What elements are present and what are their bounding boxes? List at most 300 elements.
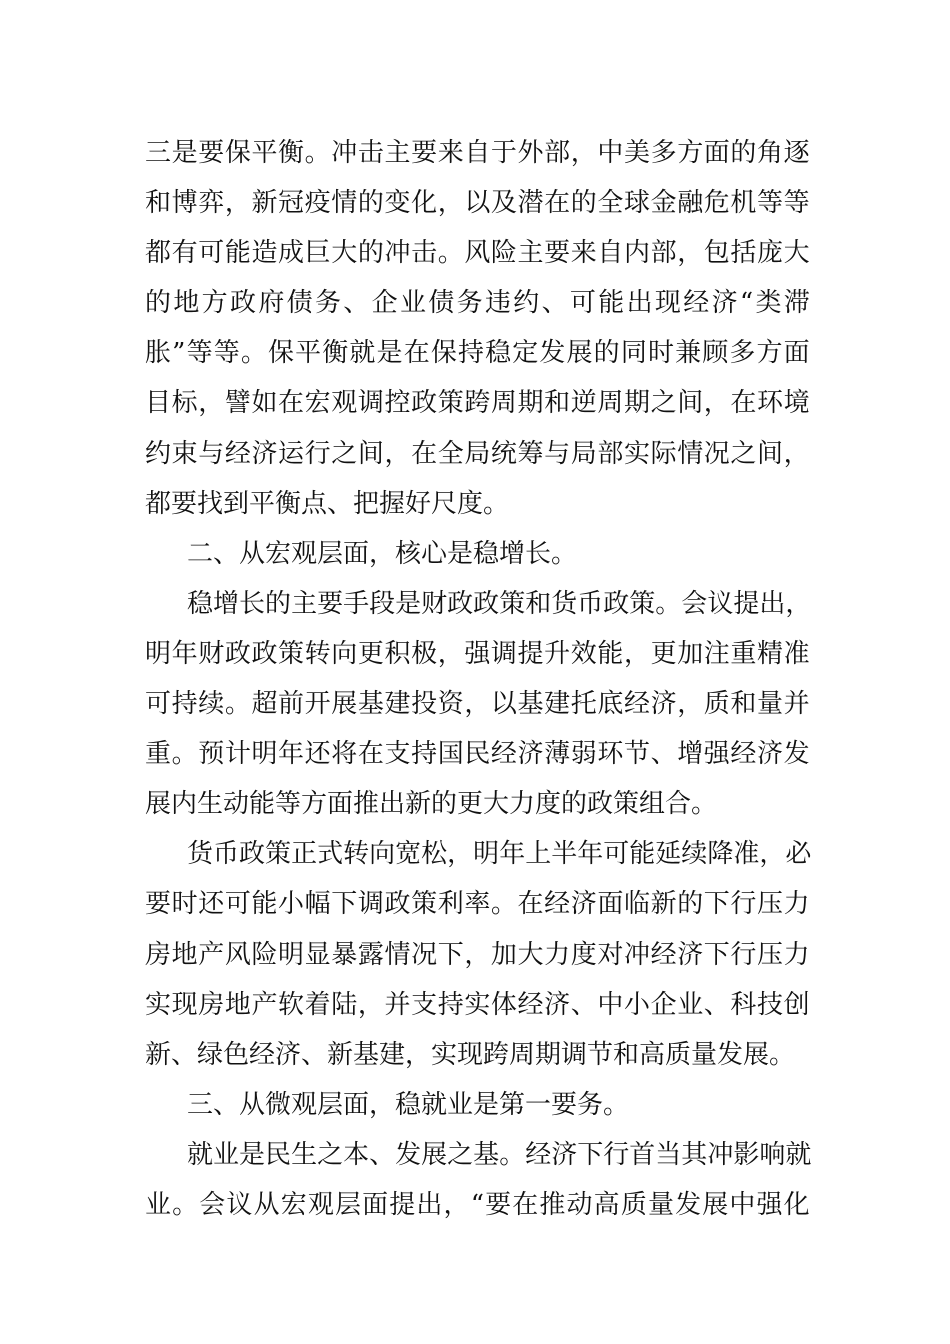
text-char: 发 [395, 1139, 422, 1170]
text-char: 增 [213, 588, 240, 619]
text-char: 政 [473, 588, 500, 619]
text-char: 和 [730, 689, 757, 720]
text-char: 括 [730, 238, 757, 269]
text-char: 开 [304, 689, 331, 720]
text-char: 际 [650, 438, 677, 469]
text-char: 约 [145, 438, 172, 469]
text-char: 重 [145, 739, 172, 770]
text-char: ， [384, 438, 411, 469]
text-char: 松 [421, 839, 448, 870]
text-char: 在 [512, 1189, 539, 1220]
text-char: 内 [623, 238, 650, 269]
text-char: 多 [650, 138, 677, 168]
text-char: 现 [171, 989, 198, 1020]
text-char: 情 [384, 939, 411, 970]
text-char: 调 [490, 638, 517, 669]
text-char: 平 [251, 138, 278, 168]
text-char: 展 [566, 338, 593, 369]
text-char: 环 [597, 739, 624, 770]
text-char: 的 [357, 188, 384, 219]
text-char: 展 [702, 1189, 729, 1220]
text-char: 局 [464, 438, 491, 469]
text-char: 业 [145, 1189, 172, 1220]
text-char: 预 [198, 739, 225, 770]
text-char: 明 [278, 939, 305, 970]
text-char: 出 [416, 1189, 443, 1220]
text-char: 三 [145, 138, 172, 168]
text-char: 境 [783, 388, 810, 419]
text-char: 压 [757, 889, 784, 920]
text-char: 之 [331, 438, 358, 469]
text-char: 从 [253, 1189, 280, 1220]
text-char: 冲 [623, 939, 650, 970]
text-char: 政 [603, 588, 630, 619]
text-char: 自 [597, 238, 624, 269]
text-char: 会 [681, 588, 708, 619]
text-char: 度 [570, 939, 597, 970]
text-char: 极 [411, 638, 438, 669]
text-char: 之 [447, 1139, 474, 1170]
text-char: 债 [286, 288, 313, 319]
text-char: 。 [172, 1189, 199, 1220]
text-char: 大 [783, 238, 810, 269]
text-char: 体 [490, 989, 517, 1020]
text-char: 计 [224, 739, 251, 770]
text-char: ， [437, 188, 464, 219]
text-char: ， [785, 588, 812, 619]
text-char: 基 [517, 689, 544, 720]
text-line [145, 980, 810, 1030]
text-char: 化 [411, 188, 438, 219]
text-char: 陆 [331, 989, 358, 1020]
text-char: 中 [597, 138, 624, 168]
text-char: 地 [224, 989, 251, 1020]
text-char: 方 [756, 338, 783, 369]
text-char: 经 [517, 989, 544, 1020]
text-char: 筹 [517, 438, 544, 469]
text-char: 还 [304, 739, 331, 770]
text-char: 是 [171, 138, 198, 168]
text-line [145, 579, 810, 629]
text-char: 民 [265, 1139, 292, 1170]
text-char: 力 [783, 889, 810, 920]
text-char: 首 [629, 1139, 656, 1170]
text-line [145, 829, 810, 879]
text-char: 量 [757, 689, 784, 720]
section-heading: 二、从宏观层面，核心是稳增长。 [187, 538, 578, 569]
text-char: 稳 [485, 338, 512, 369]
text-char: 实 [464, 989, 491, 1020]
text-char: 大 [517, 939, 544, 970]
text-char: 同 [620, 338, 647, 369]
text-char: 金 [650, 188, 677, 219]
text-char: 下 [577, 1139, 604, 1170]
text-char: 面 [597, 889, 624, 920]
text-char: 强 [703, 739, 730, 770]
text-char: 保 [430, 338, 457, 369]
text-line [145, 879, 810, 929]
text-char: 实 [145, 989, 172, 1020]
text-char: 经 [490, 739, 517, 770]
text-char: 险 [251, 939, 278, 970]
text-char: 周 [490, 388, 517, 419]
text-char: 成 [278, 238, 305, 269]
text-char: 约 [513, 288, 540, 319]
text-char: 险 [490, 238, 517, 269]
text-char: 间 [677, 388, 704, 419]
text-char: 效 [570, 638, 597, 669]
text-char: 财 [421, 588, 448, 619]
text-char: 质 [620, 1189, 647, 1220]
text-char: 能 [251, 889, 278, 920]
text-char: 、 [369, 1139, 396, 1170]
text-char: 债 [428, 288, 455, 319]
text-char: 观 [307, 1189, 334, 1220]
text-char: 托 [570, 689, 597, 720]
text-char: 支 [384, 739, 411, 770]
text-char: 宏 [280, 1189, 307, 1220]
text-char: 政 [411, 388, 438, 419]
text-char: 货 [551, 588, 578, 619]
text-char: 发 [783, 739, 810, 770]
text-line [145, 629, 810, 679]
text-char: 新 [650, 889, 677, 920]
text-char: 软 [278, 989, 305, 1020]
text-char: 策 [411, 889, 438, 920]
text-char: 续 [198, 689, 225, 720]
text-line [145, 328, 810, 378]
text-char: 策 [499, 588, 526, 619]
text-char: 要 [198, 138, 225, 168]
section-heading: 三、从微观层面，稳就业是第一要务。 [187, 1089, 630, 1120]
text-char: ， [677, 689, 704, 720]
text-char: 小 [278, 889, 305, 920]
text-char: 兼 [675, 338, 702, 369]
text-char: 建 [544, 689, 571, 720]
text-char: ， [570, 138, 597, 168]
text-char: 政 [239, 839, 266, 870]
text-char: 力 [544, 939, 571, 970]
text-char: 政 [447, 588, 474, 619]
text-char: 下 [331, 889, 358, 920]
text-char: 财 [198, 638, 225, 669]
text-char: 准 [733, 839, 760, 870]
text-char: 可 [145, 689, 172, 720]
text-char: 情 [677, 438, 704, 469]
text-char: 对 [597, 939, 624, 970]
text-char: ， [447, 839, 474, 870]
text-char: 当 [655, 1139, 682, 1170]
text-char: 弈 [198, 188, 225, 219]
text-char: 基 [473, 1139, 500, 1170]
text-char: 保 [224, 138, 251, 168]
text-char: 影 [733, 1139, 760, 1170]
text-char: 调 [357, 388, 384, 419]
text-char: 政 [224, 638, 251, 669]
text-char: 转 [343, 839, 370, 870]
text-char: 币 [577, 588, 604, 619]
text-line [145, 378, 810, 428]
text-char: 转 [304, 638, 331, 669]
text-char: 。 [304, 138, 331, 168]
text-char: 逆 [570, 388, 597, 419]
text-char: 济 [517, 739, 544, 770]
text-char: 业 [213, 1139, 240, 1170]
text-char: 、 [570, 989, 597, 1020]
text-char: 保 [267, 338, 294, 369]
text-char: 譬 [224, 388, 251, 419]
text-char: 间 [757, 438, 784, 469]
text-char: 府 [258, 288, 285, 319]
text-char: 下 [437, 939, 464, 970]
text-char: ， [198, 388, 225, 419]
text-char: 济 [544, 989, 571, 1020]
text-char: 等 [783, 188, 810, 219]
text-char: 定 [512, 338, 539, 369]
text-char: 风 [464, 238, 491, 269]
text-char: 球 [623, 188, 650, 219]
text-char: 升 [544, 638, 571, 669]
text-char: 冲 [331, 138, 358, 168]
text-char: 政 [251, 638, 278, 669]
text-char: 响 [759, 1139, 786, 1170]
text-char: 类 [755, 288, 782, 319]
text-char: 增 [677, 739, 704, 770]
text-char: 加 [490, 939, 517, 970]
text-char: 明 [145, 638, 172, 669]
text-char: 提 [389, 1189, 416, 1220]
text-char: 着 [304, 989, 331, 1020]
text-char: 务 [314, 288, 341, 319]
text-line [145, 729, 810, 779]
text-char: 生 [291, 1139, 318, 1170]
text-char: 。 [437, 238, 464, 269]
text-char: 危 [703, 188, 730, 219]
text-char: 策 [278, 638, 305, 669]
text-line [145, 1130, 810, 1180]
text-char: 发 [675, 1189, 702, 1220]
text-char: 下 [703, 939, 730, 970]
text-char: 的 [677, 889, 704, 920]
text-char: 来 [570, 238, 597, 269]
text-char: 会 [199, 1189, 226, 1220]
text-char: 明 [251, 739, 278, 770]
text-char: 经 [650, 939, 677, 970]
text-char: 之 [650, 388, 677, 419]
text-char: 下 [703, 889, 730, 920]
text-char: 方 [677, 138, 704, 168]
text-char: 环 [757, 388, 784, 419]
text-char: 正 [291, 839, 318, 870]
text-char: 自 [464, 138, 491, 168]
text-char: 时 [647, 338, 674, 369]
text-char: 济 [650, 689, 677, 720]
text-char: 平 [295, 338, 322, 369]
text-char: 衡 [322, 338, 349, 369]
text-char: ， [759, 839, 786, 870]
text-char: 小 [623, 989, 650, 1020]
text-char: 高 [593, 1189, 620, 1220]
text-char: “ [739, 288, 754, 319]
text-char: 产 [251, 989, 278, 1020]
text-char: 稳 [187, 588, 214, 619]
text-char: 博 [171, 188, 198, 219]
text-char: 其 [681, 1139, 708, 1170]
text-char: 疫 [304, 188, 331, 219]
text-char: 续 [681, 839, 708, 870]
text-char: 准 [783, 638, 810, 669]
text-char: 滞 [783, 288, 810, 319]
text-char: 济 [677, 939, 704, 970]
text-char: 部 [544, 138, 571, 168]
text-char: 、 [650, 739, 677, 770]
document-body [145, 128, 810, 1230]
text-char: 并 [783, 689, 810, 720]
text-char: 动 [566, 1189, 593, 1220]
text-char: 提 [733, 588, 760, 619]
text-char: 和 [525, 588, 552, 619]
text-line: 展内生动能等方面推出新的更大力度的政策组合。 [145, 789, 718, 820]
text-char: 多 [729, 338, 756, 369]
text-char: 违 [484, 288, 511, 319]
text-char: 明 [473, 839, 500, 870]
text-char: 就 [349, 338, 376, 369]
text-char: 包 [703, 238, 730, 269]
text-char: 有 [171, 238, 198, 269]
text-char: 还 [198, 889, 225, 920]
text-char: 的 [145, 288, 172, 319]
text-char: 更 [650, 638, 677, 669]
text-char: ， [677, 238, 704, 269]
text-char: 经 [730, 739, 757, 770]
text-char: 等 [186, 338, 213, 369]
text-char: 地 [171, 939, 198, 970]
text-char: 等 [213, 338, 240, 369]
text-char: 在 [544, 188, 571, 219]
text-char: 经 [525, 1139, 552, 1170]
text-char: 出 [626, 288, 653, 319]
text-char: 机 [730, 188, 757, 219]
text-char: 暴 [331, 939, 358, 970]
text-char: 建 [384, 689, 411, 720]
text-char: 如 [251, 388, 278, 419]
text-char: 行 [730, 889, 757, 920]
text-char: 精 [757, 638, 784, 669]
text-char: 更 [357, 638, 384, 669]
text-char: 标 [171, 388, 198, 419]
text-char: 弱 [570, 739, 597, 770]
text-char: 间 [357, 438, 384, 469]
text-char: 以 [490, 689, 517, 720]
text-char: 新 [251, 188, 278, 219]
text-char: 的 [357, 238, 384, 269]
text-char: 之 [730, 438, 757, 469]
text-char: 于 [490, 138, 517, 168]
text-char: 年 [278, 739, 305, 770]
text-char: 经 [623, 689, 650, 720]
text-char: 中 [729, 1189, 756, 1220]
text-char: 宏 [304, 388, 331, 419]
text-char: 房 [145, 939, 172, 970]
text-char: 持 [171, 689, 198, 720]
text-char: 强 [756, 1189, 783, 1220]
text-char: 、 [703, 989, 730, 1020]
text-char: 能 [629, 839, 656, 870]
text-char: 持 [457, 338, 484, 369]
text-char: 策 [629, 588, 656, 619]
text-char: 议 [226, 1189, 253, 1220]
text-char: 持 [411, 739, 438, 770]
text-char: 要 [145, 889, 172, 920]
text-char: 企 [650, 989, 677, 1020]
text-char: 造 [251, 238, 278, 269]
text-char: 变 [384, 188, 411, 219]
text-char: 与 [198, 438, 225, 469]
text-char: 临 [623, 889, 650, 920]
text-char: ， [703, 388, 730, 419]
text-line [145, 679, 810, 729]
text-char: 经 [544, 889, 571, 920]
text-char: 在 [278, 388, 305, 419]
text-char: ， [623, 638, 650, 669]
text-char: 局 [570, 438, 597, 469]
text-char: 显 [304, 939, 331, 970]
text-char: 跨 [464, 388, 491, 419]
text-line [145, 228, 810, 278]
text-char: 强 [464, 638, 491, 669]
text-char: 是 [395, 588, 422, 619]
text-char: 周 [597, 388, 624, 419]
text-char: 。 [171, 739, 198, 770]
text-char: 庞 [757, 238, 784, 269]
text-char: 议 [707, 588, 734, 619]
text-char: 超 [251, 689, 278, 720]
text-char: 要 [317, 588, 344, 619]
text-char: 观 [331, 388, 358, 419]
text-char: 经 [224, 438, 251, 469]
text-char: 及 [490, 188, 517, 219]
text-char: 的 [593, 338, 620, 369]
text-char: 式 [317, 839, 344, 870]
text-char: 面 [362, 1189, 389, 1220]
text-char: 发 [539, 338, 566, 369]
text-char: 并 [384, 989, 411, 1020]
text-char: 底 [597, 689, 624, 720]
text-char: 经 [683, 288, 710, 319]
text-char: 济 [251, 438, 278, 469]
text-char: 投 [411, 689, 438, 720]
text-char: 前 [278, 689, 305, 720]
text-char: 就 [785, 1139, 812, 1170]
text-char: 手 [343, 588, 370, 619]
text-char: 年 [171, 638, 198, 669]
text-char: 创 [783, 989, 810, 1020]
text-char: 业 [677, 989, 704, 1020]
text-char: 风 [224, 939, 251, 970]
text-char: 主 [291, 588, 318, 619]
text-char: 面 [703, 138, 730, 168]
text-char: 压 [757, 939, 784, 970]
text-char: 统 [490, 438, 517, 469]
text-line [145, 178, 810, 228]
text-char: 资 [437, 689, 464, 720]
text-char: 来 [437, 138, 464, 168]
text-char: 角 [757, 138, 784, 168]
text-char: 击 [411, 238, 438, 269]
text-char: 展 [421, 1139, 448, 1170]
text-char: 上 [525, 839, 552, 870]
text-char: 提 [517, 638, 544, 669]
